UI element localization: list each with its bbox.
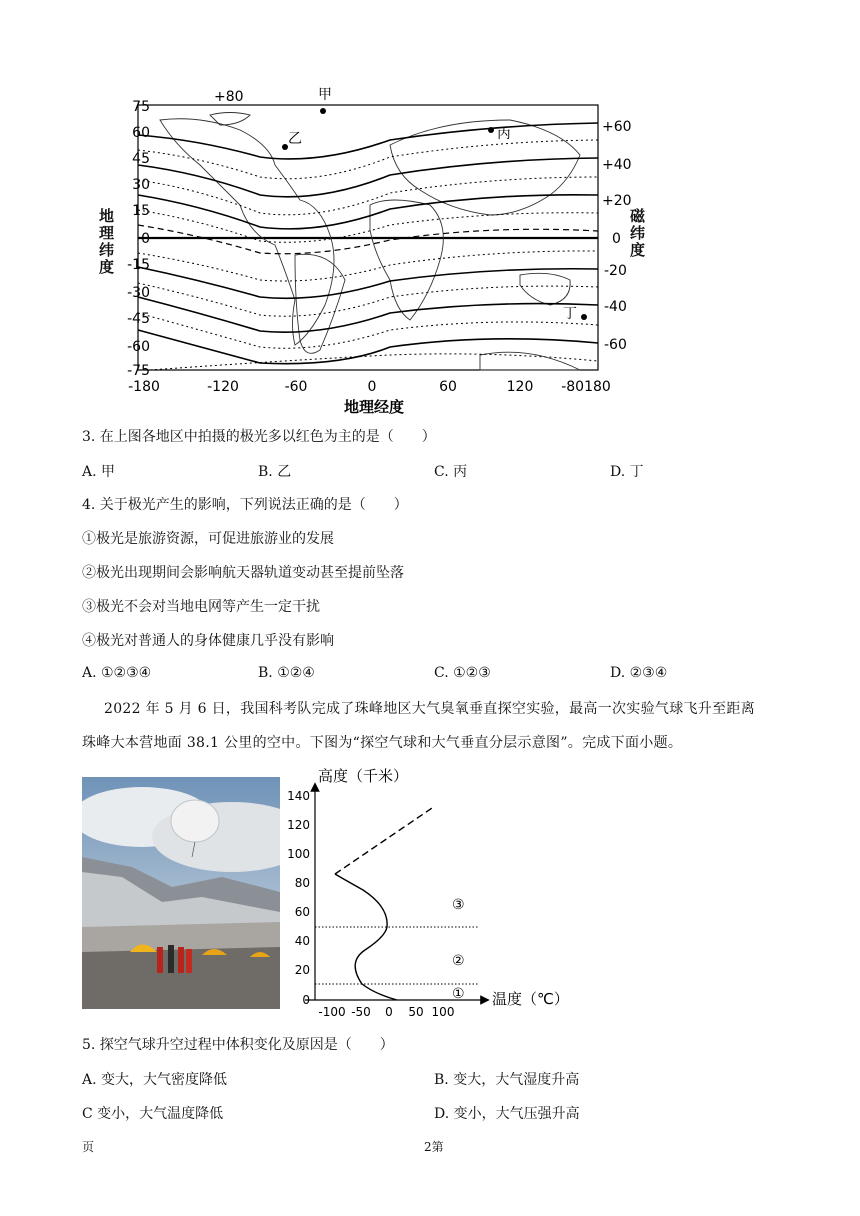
lon-tick: -80180 (561, 379, 611, 395)
profile-y-tick: 0 (302, 993, 310, 1007)
lon-tick: -60 (284, 379, 308, 395)
lat-tick: 30 (132, 177, 150, 193)
lon-axis-title: 地理经度 (343, 398, 405, 416)
q4-option-c[interactable]: C. ①②③ (434, 665, 491, 681)
layer-label-2: ② (452, 953, 465, 969)
mag-tick: -60 (604, 337, 627, 353)
q5-option-b[interactable]: B. 变大，大气湿度升高 (434, 1072, 580, 1088)
lat-tick: -60 (127, 339, 150, 355)
aurora-map-svg (90, 85, 650, 420)
label-jia: 甲 (318, 87, 332, 103)
profile-y-title: 高度（千米） (318, 767, 409, 785)
lat-tick: 60 (132, 125, 150, 141)
q5-option-c[interactable]: C 变小，大气温度降低 (82, 1106, 224, 1122)
lat-tick: 75 (132, 99, 150, 115)
lat-tick: -15 (127, 257, 150, 273)
mag-tick: +60 (602, 119, 632, 135)
q5-option-a[interactable]: A. 变大，大气密度降低 (82, 1072, 228, 1088)
question-3-stem: 3. 在上图各地区中拍摄的极光多以红色为主的是（ ） (82, 429, 436, 445)
footer-left: 页 (82, 1140, 95, 1154)
lat-tick: 0 (141, 231, 150, 247)
profile-y-tick: 60 (294, 905, 310, 919)
label-bing: 丙 (497, 126, 511, 142)
q3-option-a[interactable]: A. 甲 (82, 464, 116, 480)
q5-option-d[interactable]: D. 变小，大气压强升高 (434, 1106, 580, 1122)
profile-y-tick: 140 (287, 789, 310, 803)
lat-tick: -30 (127, 285, 150, 301)
lat-tick: -45 (127, 311, 150, 327)
q3-option-b[interactable]: B. 乙 (258, 464, 292, 480)
balloon-shape (171, 800, 219, 842)
q4-statement-3: ③极光不会对当地电网等产生一定干扰 (82, 599, 320, 615)
profile-y-tick: 20 (294, 963, 310, 977)
mag-tick: -20 (604, 263, 627, 279)
layer-label-1: ① (452, 986, 465, 1002)
lat-tick: 15 (132, 203, 150, 219)
profile-y-tick: 40 (294, 934, 310, 948)
question-5-stem: 5. 探空气球升空过程中体积变化及原因是（ ） (82, 1037, 394, 1053)
atmosphere-profile-figure (285, 762, 585, 1024)
q4-statement-2: ②极光出现期间会影响航天器轨道变动甚至提前坠落 (82, 565, 404, 581)
lat-tick: 45 (132, 151, 150, 167)
point-ding (581, 314, 587, 320)
lon-tick: 120 (506, 379, 534, 395)
q4-statement-1: ①极光是旅游资源，可促进旅游业的发展 (82, 531, 334, 547)
lon-tick: -180 (128, 379, 160, 395)
q4-option-b[interactable]: B. ①②④ (258, 665, 315, 681)
q4-option-a[interactable]: A. ①②③④ (82, 665, 152, 681)
q4-statement-4: ④极光对普通人的身体健康几乎没有影响 (82, 633, 334, 649)
mag-tick: +40 (602, 157, 632, 173)
point-jia (320, 108, 326, 114)
passage-line-1: 2022 年 5 月 6 日，我国科考队完成了珠峰地区大气臭氧垂直探空实验，最高一次实验气球飞升至距离 (104, 701, 755, 717)
label-plus80: +80 (214, 89, 244, 105)
label-ding: 丁 (563, 306, 577, 322)
balloon-photo (82, 777, 280, 1009)
profile-x-tick: 0 (385, 1005, 393, 1019)
q4-option-d[interactable]: D. ②③④ (610, 665, 668, 681)
q3-option-c[interactable]: C. 丙 (434, 464, 468, 480)
mag-axis-title: 磁纬度 (630, 207, 646, 259)
profile-x-title: 温度（℃） (492, 990, 569, 1008)
profile-x-tick: -100 (318, 1005, 346, 1019)
lon-tick: -120 (207, 379, 239, 395)
profile-x-tick: -50 (351, 1005, 371, 1019)
question-4-stem: 4. 关于极光产生的影响，下列说法正确的是（ ） (82, 497, 408, 513)
passage-line-2: 珠峰大本营地面 38.1 公里的空中。下图为“探空气球和大气垂直分层示意图”。完成下面小题。 (82, 735, 683, 751)
mag-tick: 0 (612, 231, 621, 247)
lon-tick: 60 (439, 379, 457, 395)
mag-tick: +20 (602, 193, 632, 209)
point-bing (488, 127, 494, 133)
profile-x-tick: 100 (431, 1005, 455, 1019)
q3-option-d[interactable]: D. 丁 (610, 464, 644, 480)
layer-label-3: ③ (452, 897, 465, 913)
lat-axis-title: 地理纬度 (99, 207, 115, 276)
aurora-map-figure (90, 85, 650, 420)
lat-tick: -75 (127, 363, 150, 379)
profile-y-tick: 80 (294, 876, 310, 890)
profile-x-tick: 50 (408, 1005, 424, 1019)
mag-tick: -40 (604, 299, 627, 315)
profile-y-tick: 120 (287, 818, 310, 832)
label-yi: 乙 (288, 131, 302, 147)
profile-y-tick: 100 (287, 847, 310, 861)
footer-page-number: 2第 (424, 1140, 444, 1154)
lon-tick: 0 (367, 379, 377, 395)
